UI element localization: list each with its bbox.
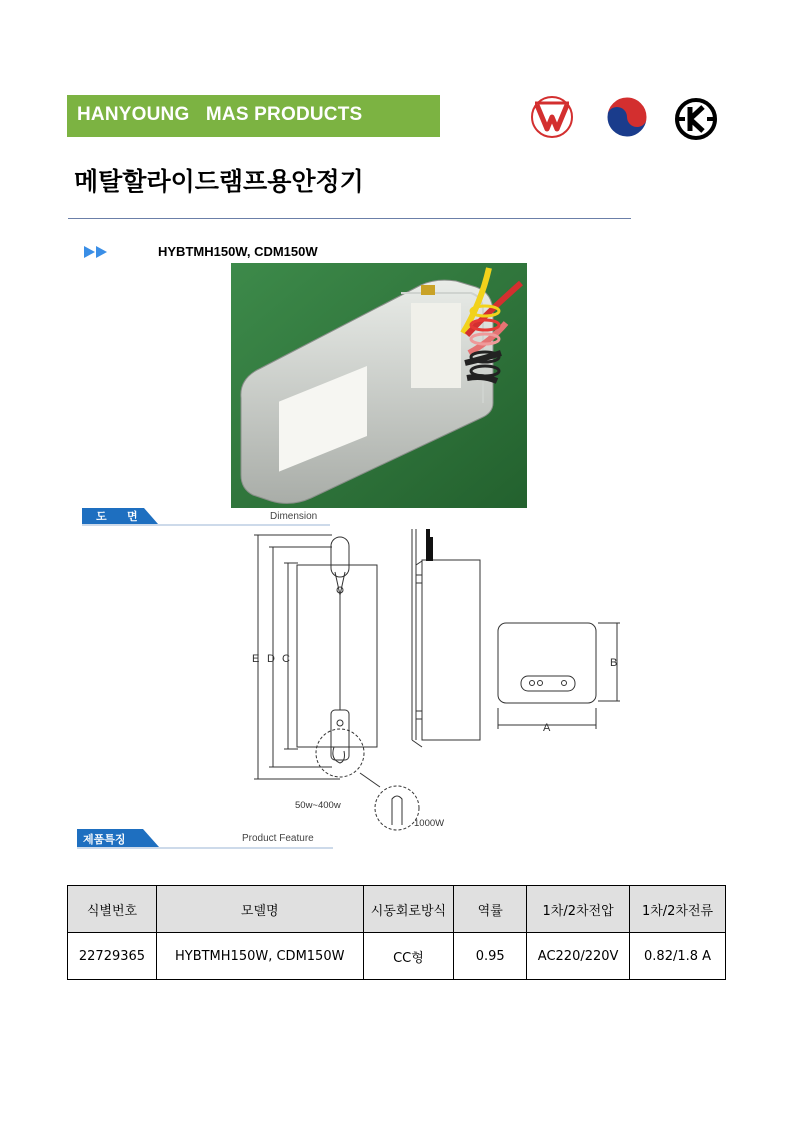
label-e: E bbox=[252, 653, 260, 665]
feature-label-en: Product Feature bbox=[242, 833, 314, 844]
taeguk-icon bbox=[604, 94, 650, 140]
cell-current: 0.82/1.8 A bbox=[630, 933, 726, 980]
double-arrow-icon bbox=[84, 245, 112, 259]
header-voltage: 1차/2차전압 bbox=[527, 886, 630, 933]
brand-banner-text: HANYOUNG MAS PRODUCTS bbox=[77, 104, 363, 125]
label-c: C bbox=[282, 653, 290, 665]
dimension-drawing bbox=[240, 525, 660, 835]
label-d: D bbox=[267, 653, 275, 665]
title-divider bbox=[68, 218, 631, 219]
product-photo bbox=[231, 263, 527, 508]
header-power-factor: 역률 bbox=[454, 886, 527, 933]
feature-label-ko: 제품특징 bbox=[83, 833, 126, 846]
table-row bbox=[68, 933, 726, 980]
spec-table bbox=[67, 885, 726, 980]
cell-model: HYBTMH150W, CDM150W bbox=[156, 933, 363, 980]
cell-voltage: AC220/220V bbox=[527, 933, 630, 980]
header-model: 모델명 bbox=[156, 886, 363, 933]
dimension-label-ko: 도 면 bbox=[96, 510, 139, 523]
page-title: 메탈할라이드램프용안정기 bbox=[74, 167, 364, 196]
cell-power-factor: 0.95 bbox=[454, 933, 527, 980]
brand-mark-icon bbox=[527, 95, 577, 139]
label-b: B bbox=[610, 657, 618, 669]
cell-id: 22729365 bbox=[68, 933, 157, 980]
range-note: 50w~400w bbox=[295, 800, 341, 811]
header-id: 식별번호 bbox=[68, 886, 157, 933]
large-note: 1000W bbox=[414, 818, 445, 829]
header-current: 1차/2차전류 bbox=[630, 886, 726, 933]
spec-table-header-row bbox=[68, 886, 726, 933]
dimension-label-en: Dimension bbox=[270, 511, 318, 522]
model-heading: HYBTMH150W, CDM150W bbox=[158, 244, 318, 259]
label-a: A bbox=[543, 722, 551, 734]
cell-start-circuit: CC형 bbox=[363, 933, 454, 980]
header-start-circuit: 시동회로방식 bbox=[363, 886, 454, 933]
kc-mark-icon bbox=[673, 96, 719, 142]
